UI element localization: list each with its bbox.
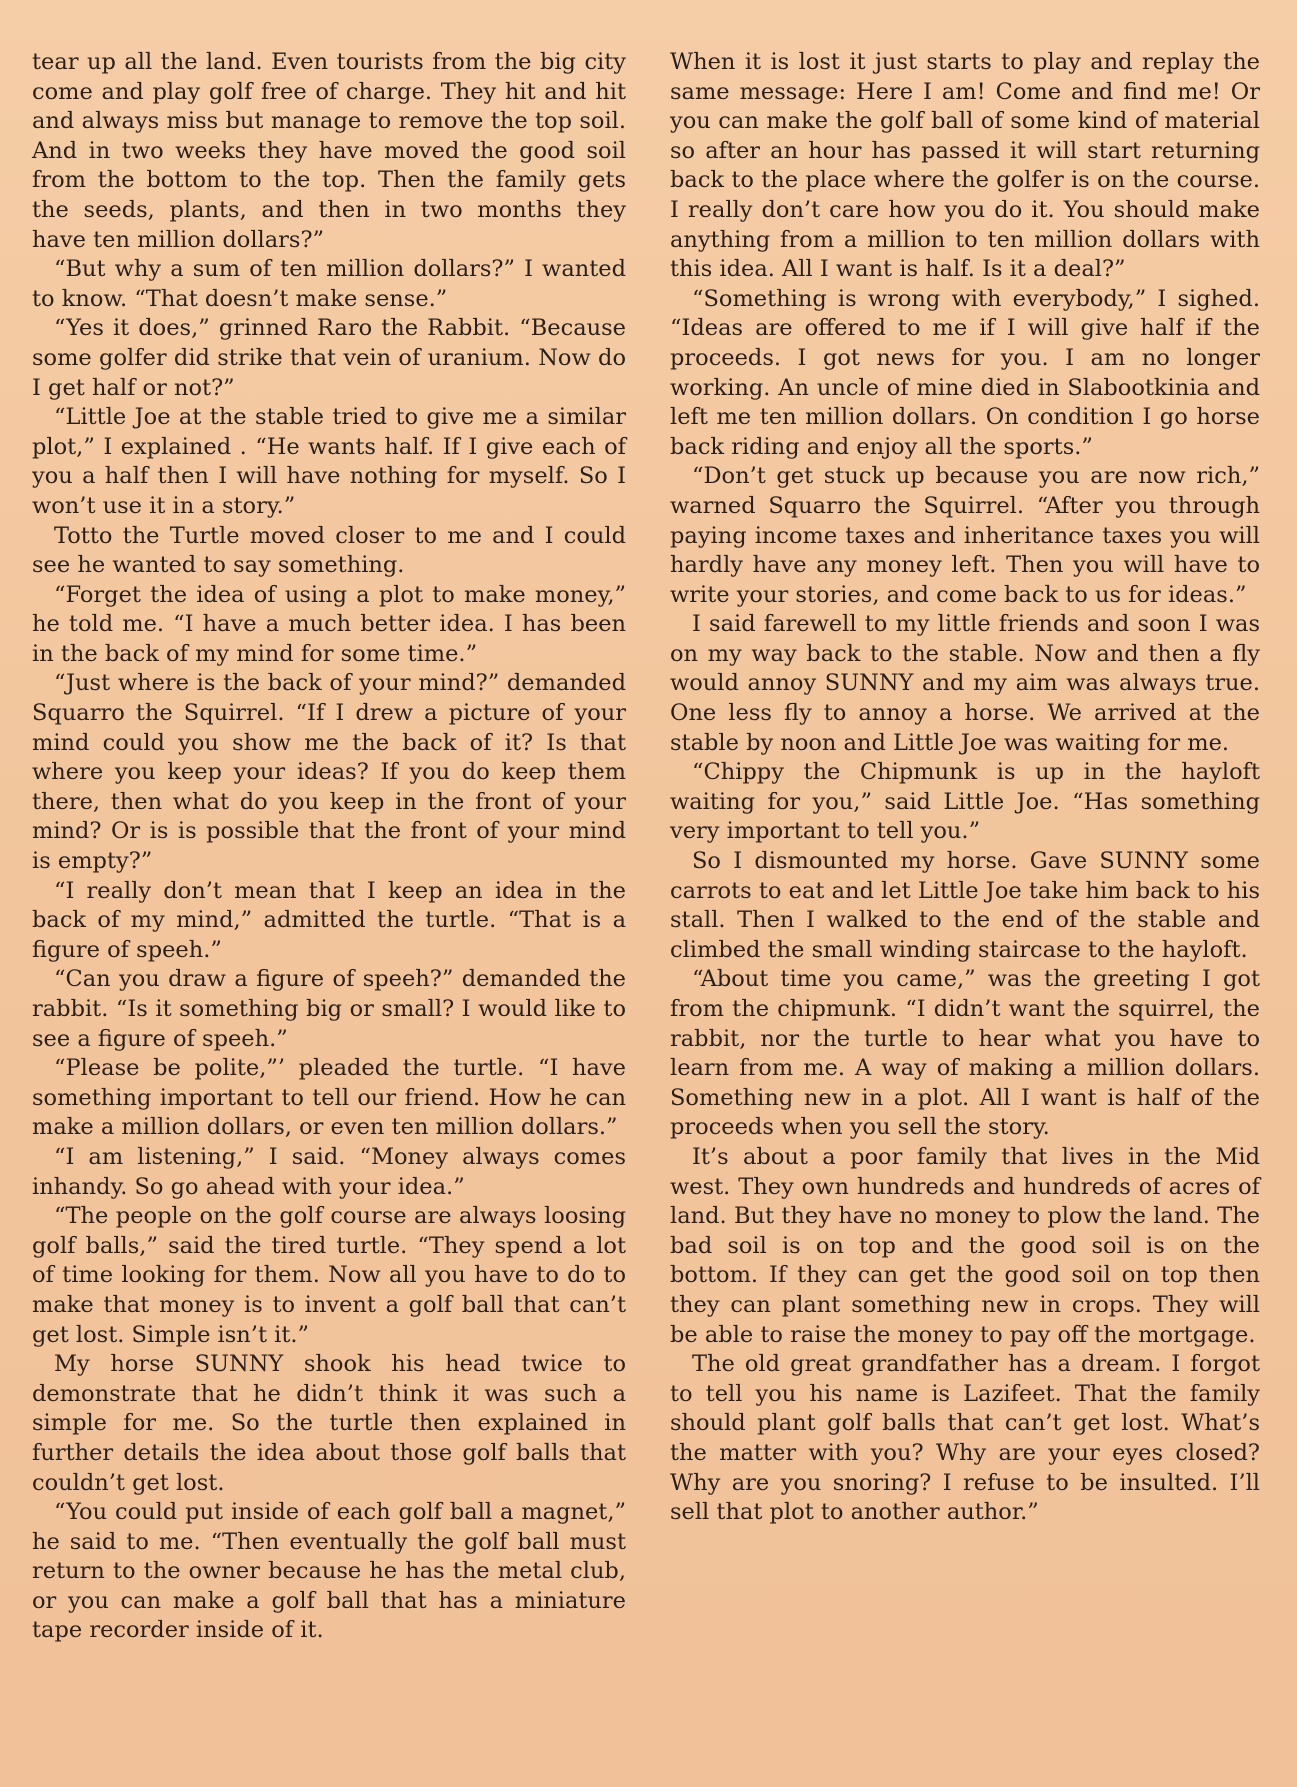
paragraph: “I am listening,” I said. “Money always comes inhandy. So go ahead with your idea.” — [32, 1143, 626, 1200]
paragraph: “Please be polite,”’ pleaded the turtle. “I have something important to tell our friend. How he can make a million dollars, or even ten million dollars.” — [32, 1055, 626, 1141]
paragraph: “But why a sum of ten million dollars?” I wanted to know. “That doesn’t make sense.” — [32, 256, 626, 312]
paragraph: “Chippy the Chipmunk is up in the hayloft waiting for you,” said Little Joe. “Has something very important to tell you.” — [670, 759, 1260, 845]
paragraph: When it is lost it just starts to play and replay the same message: Here I am! Come and find me! Or you can make the golf ball of some kind of material so after an hour has passed it will start returning back to the place where the golfer is on the course. I really don’t care how you do it. You should make anything from a million to ten million dollars with this idea. All I want is half. Is it a deal?” — [670, 49, 1260, 283]
paragraph: It’s about a poor family that lives in the Mid west. They own hundreds and hundreds of acres of land. But they have no money to plow the land. The bad soil is on top and the good soil is on the bottom. If they can get the good soil on top then they can plant something new in crops. They will be able to raise the money to pay off the mortgage. — [670, 1143, 1260, 1348]
paragraph: “Yes it does,” grinned Raro the Rabbit. “Because some golfer did strike that vein of uranium. Now do I get half or not?” — [32, 315, 626, 401]
left-column — [32, 48, 626, 1646]
paragraph: tear up all the land. Even tourists from the big city come and play golf free of charge. They hit and hit and always miss but manage to remove the top soil. And in two weeks they have moved the good soil from the bottom to the top. Then the family gets the seeds, plants, and then in two months they have ten million dollars?” — [32, 49, 626, 253]
paragraph: So I dismounted my horse. Gave SUNNY some carrots to eat and let Little Joe take him back to his stall. Then I walked to the end of the stable and climbed the small winding staircase to the hayloft. — [670, 848, 1260, 963]
paragraph: I said farewell to my little friends and soon I was on my way back to the stable. Now and then a fly would annoy SUNNY and my aim was always true. One less fly to annoy a horse. We arrived at the stable by noon and Little Joe was waiting for me. — [670, 611, 1260, 756]
paragraph: “Can you draw a figure of speeh?” demanded the rabbit. “Is it something big or small? I would like to see a figure of speeh.” — [32, 966, 626, 1052]
paragraph: “You could put inside of each golf ball a magnet,” he said to me. “Then eventually the golf ball must return to the owner because he has the metal club, or you can make a golf ball that has a miniature tape recorder inside of it. — [32, 1499, 626, 1644]
paragraph: “Little Joe at the stable tried to give me a similar plot,” I explained . “He wants half. If I give each of you a half then I will have nothing for myself. So I won’t use it in a story.” — [32, 404, 626, 519]
paragraph: “Don’t get stuck up because you are now rich,” warned Squarro the Squirrel. “After you through paying income taxes and inheritance taxes you will hardly have any money left. Then you will have to write your stories, and come back to us for ideas.” — [670, 463, 1260, 608]
paragraph: “Just where is the back of your mind?” demanded Squarro the Squirrel. “If I drew a picture of your mind could you show me the back of it? Is that where you keep your ideas? If you do keep them there, then what do you keep in the front of your mind? Or is is possible that the front of your mind is empty?” — [32, 670, 626, 875]
paragraph: The old great grandfather has a dream. I forgot to tell you his name is Lazifeet. That the family should plant golf balls that can’t get lost. What’s the matter with you? Why are your eyes closed? Why are you snoring? I refuse to be insulted. I’ll sell that plot to another author.” — [670, 1351, 1260, 1526]
paragraph: “Forget the idea of using a plot to make money,” he told me. “I have a much better idea. I has been in the back of my mind for some time.” — [32, 581, 626, 667]
paragraph: Totto the Turtle moved closer to me and I could see he wanted to say something. — [32, 522, 626, 579]
paragraph: “Something is wrong with everybody,” I sighed. “Ideas are offered to me if I will give half if the proceeds. I got news for you. I am no longer working. An uncle of mine died in Slabootkinia and left me ten million dollars. On condition I go horse back riding and enjoy all the sports.” — [670, 285, 1260, 460]
paragraph: “About time you came,” was the greeting I got from the chipmunk. “I didn’t want the squirrel, the rabbit, nor the turtle to hear what you have to learn from me. A way of making a million dollars. Something new in a plot. All I want is half of the proceeds when you sell the story. — [670, 966, 1260, 1141]
paragraph: My horse SUNNY shook his head twice to demonstrate that he didn’t think it was such a simple for me. So the turtle then explained in further details the idea about those golf balls that couldn’t get lost. — [32, 1351, 626, 1496]
right-column — [670, 48, 1260, 1528]
paragraph: “I really don’t mean that I keep an idea in the back of my mind,” admitted the turtle. “That is a figure of speeh.” — [32, 877, 626, 963]
paragraph: “The people on the golf course are always loosing golf balls,” said the tired turtle. “They spend a lot of time looking for them. Now all you have to do to make that money is to invent a golf ball that can’t get lost. Simple isn’t it.” — [32, 1203, 626, 1348]
